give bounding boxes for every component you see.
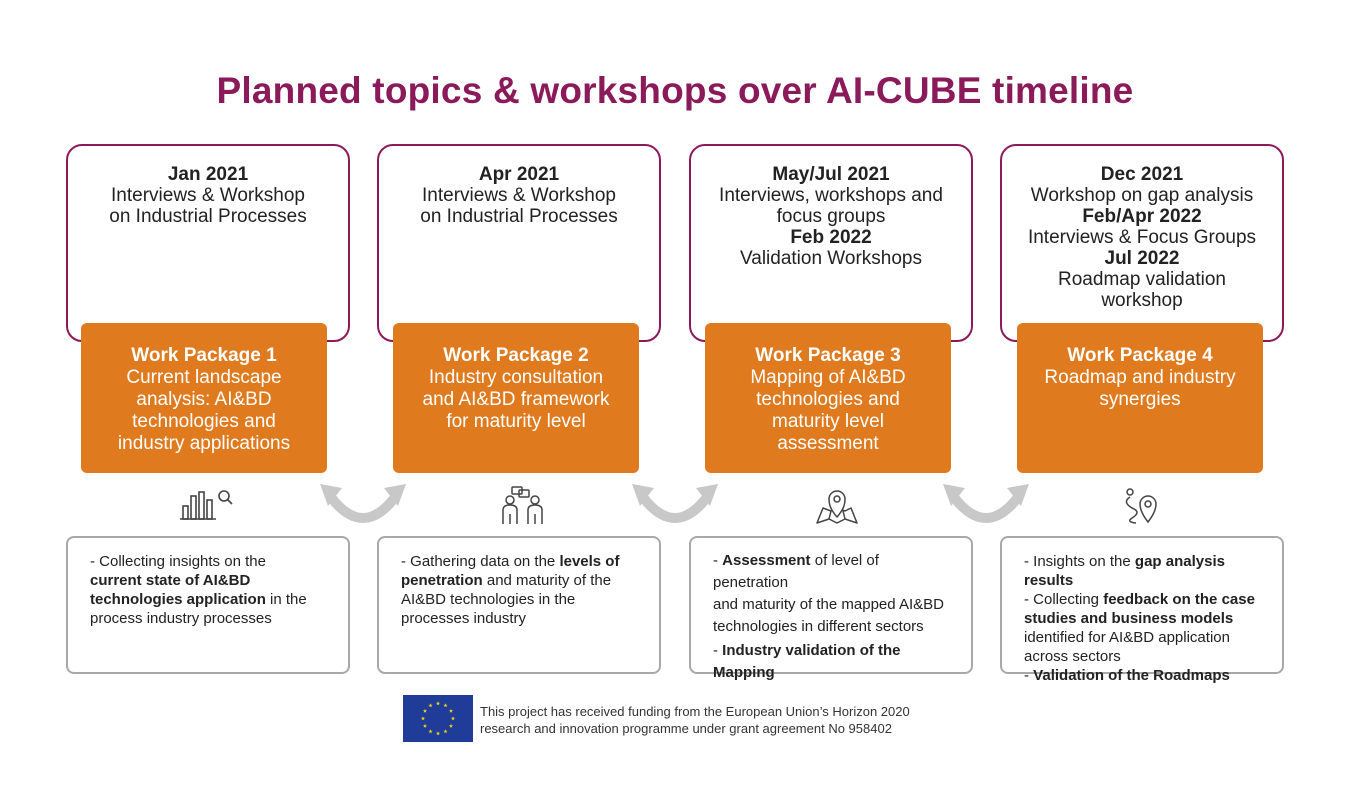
work-package-desc: technologies and <box>756 389 900 410</box>
cycle-arrow-icon <box>318 478 408 528</box>
detail-line: process industry processes <box>90 610 272 627</box>
details-box-4 <box>1000 536 1284 684</box>
timeline-date: Feb 2022 <box>790 227 872 248</box>
timeline-event: Interviews & Workshop <box>422 185 616 206</box>
timeline-event: Interviews & Focus Groups <box>1027 227 1257 248</box>
funding-line: This project has received funding from the European Union’s Horizon 2020 <box>480 704 910 719</box>
timeline-event: Interviews, workshops and <box>719 185 943 206</box>
detail-line: AI&BD technologies in the <box>401 591 576 608</box>
work-package-desc: industry applications <box>117 433 291 454</box>
detail-line: - Collecting insights on the <box>90 553 266 570</box>
cycle-arrow-icon <box>941 478 1031 528</box>
detail-line: across sectors <box>1024 648 1121 665</box>
work-package-desc: and AI&BD framework <box>422 389 610 410</box>
details-box-3 <box>689 536 973 681</box>
work-package-desc: Industry consultation <box>428 367 604 388</box>
detail-text: - <box>713 552 723 569</box>
timeline-event: Workshop on gap analysis <box>1030 185 1254 206</box>
detail-text: and maturity of the <box>482 572 612 589</box>
bar-chart-search-icon <box>176 486 236 526</box>
detail-bold: gap analysis results <box>1024 553 1225 589</box>
work-package-desc: Mapping of AI&BD <box>750 367 906 388</box>
timeline-event: focus groups <box>776 206 886 227</box>
timeline-date: Apr 2021 <box>478 164 560 185</box>
detail-text: - Gathering data on the <box>401 553 560 570</box>
timeline-box-3 <box>689 144 973 342</box>
timeline-event: workshop <box>1101 290 1183 311</box>
timeline-box-2 <box>377 144 661 342</box>
work-package-desc: for maturity level <box>446 411 586 432</box>
timeline-date: Jul 2022 <box>1104 248 1180 269</box>
timeline-event: on Industrial Processes <box>420 206 618 227</box>
route-pin-icon <box>1110 486 1170 526</box>
detail-line: identified for AI&BD application <box>1024 629 1230 646</box>
work-package-desc: technologies and <box>132 411 276 432</box>
detail-text: - <box>1024 667 1034 684</box>
timeline-event: Interviews & Workshop <box>111 185 305 206</box>
detail-bold: Industry validation of the Mapping <box>713 642 901 681</box>
timeline-box-4 <box>1000 144 1284 342</box>
detail-line: processes industry <box>401 610 527 627</box>
work-package-title: Work Package 3 <box>755 345 901 366</box>
detail-bold: current state of AI&BD <box>90 572 251 589</box>
work-package-title: Work Package 4 <box>1067 345 1213 366</box>
map-pin-icon <box>807 486 867 526</box>
detail-line: and maturity of the mapped AI&BD <box>713 596 944 613</box>
work-package-desc: analysis: AI&BD <box>136 389 272 410</box>
work-package-desc: Roadmap and industry <box>1044 367 1236 388</box>
funding-notice <box>480 703 960 737</box>
work-package-title: Work Package 2 <box>443 345 589 366</box>
detail-bold: technologies application <box>90 591 266 608</box>
detail-text: of level of penetration <box>713 552 879 591</box>
timeline-date: May/Jul 2021 <box>772 164 890 185</box>
work-package-4 <box>1017 323 1263 473</box>
work-package-desc: synergies <box>1099 389 1181 410</box>
work-package-1 <box>81 323 327 473</box>
cycle-arrow-icon <box>630 478 720 528</box>
detail-bold: Assessment <box>722 552 811 569</box>
details-box-2 <box>377 536 661 674</box>
work-package-desc: Current landscape <box>126 367 282 388</box>
work-package-title: Work Package 1 <box>131 345 277 366</box>
timeline-date: Jan 2021 <box>167 164 249 185</box>
timeline-event: on Industrial Processes <box>109 206 307 227</box>
detail-text: in the <box>265 591 307 608</box>
detail-text: - <box>713 642 723 659</box>
timeline-date: Dec 2021 <box>1100 164 1184 185</box>
work-package-desc: maturity level <box>772 411 884 432</box>
work-package-desc: assessment <box>777 433 879 454</box>
timeline-event: Roadmap validation <box>1058 269 1226 290</box>
work-package-3 <box>705 323 951 473</box>
detail-bold: Validation of the Roadmaps <box>1033 667 1230 684</box>
page-title: Planned topics & workshops over AI-CUBE timeline <box>216 70 1134 111</box>
work-package-2 <box>393 323 639 473</box>
detail-text: - Insights on the <box>1024 553 1135 570</box>
funding-line: research and innovation programme under grant agreement No 958402 <box>480 721 892 736</box>
timeline-date: Feb/Apr 2022 <box>1082 206 1202 227</box>
detail-bold: feedback on the case <box>1103 591 1255 608</box>
people-discussion-icon <box>493 486 553 526</box>
timeline-event: Validation Workshops <box>739 248 922 269</box>
detail-bold: penetration <box>401 572 483 589</box>
detail-bold: levels of <box>559 553 620 570</box>
detail-line: technologies in different sectors <box>713 618 924 635</box>
details-box-1 <box>66 536 350 674</box>
eu-flag-icon <box>403 695 473 742</box>
detail-bold: studies and business models <box>1024 610 1234 627</box>
timeline-box-1 <box>66 144 350 342</box>
detail-text: - Collecting <box>1024 591 1104 608</box>
